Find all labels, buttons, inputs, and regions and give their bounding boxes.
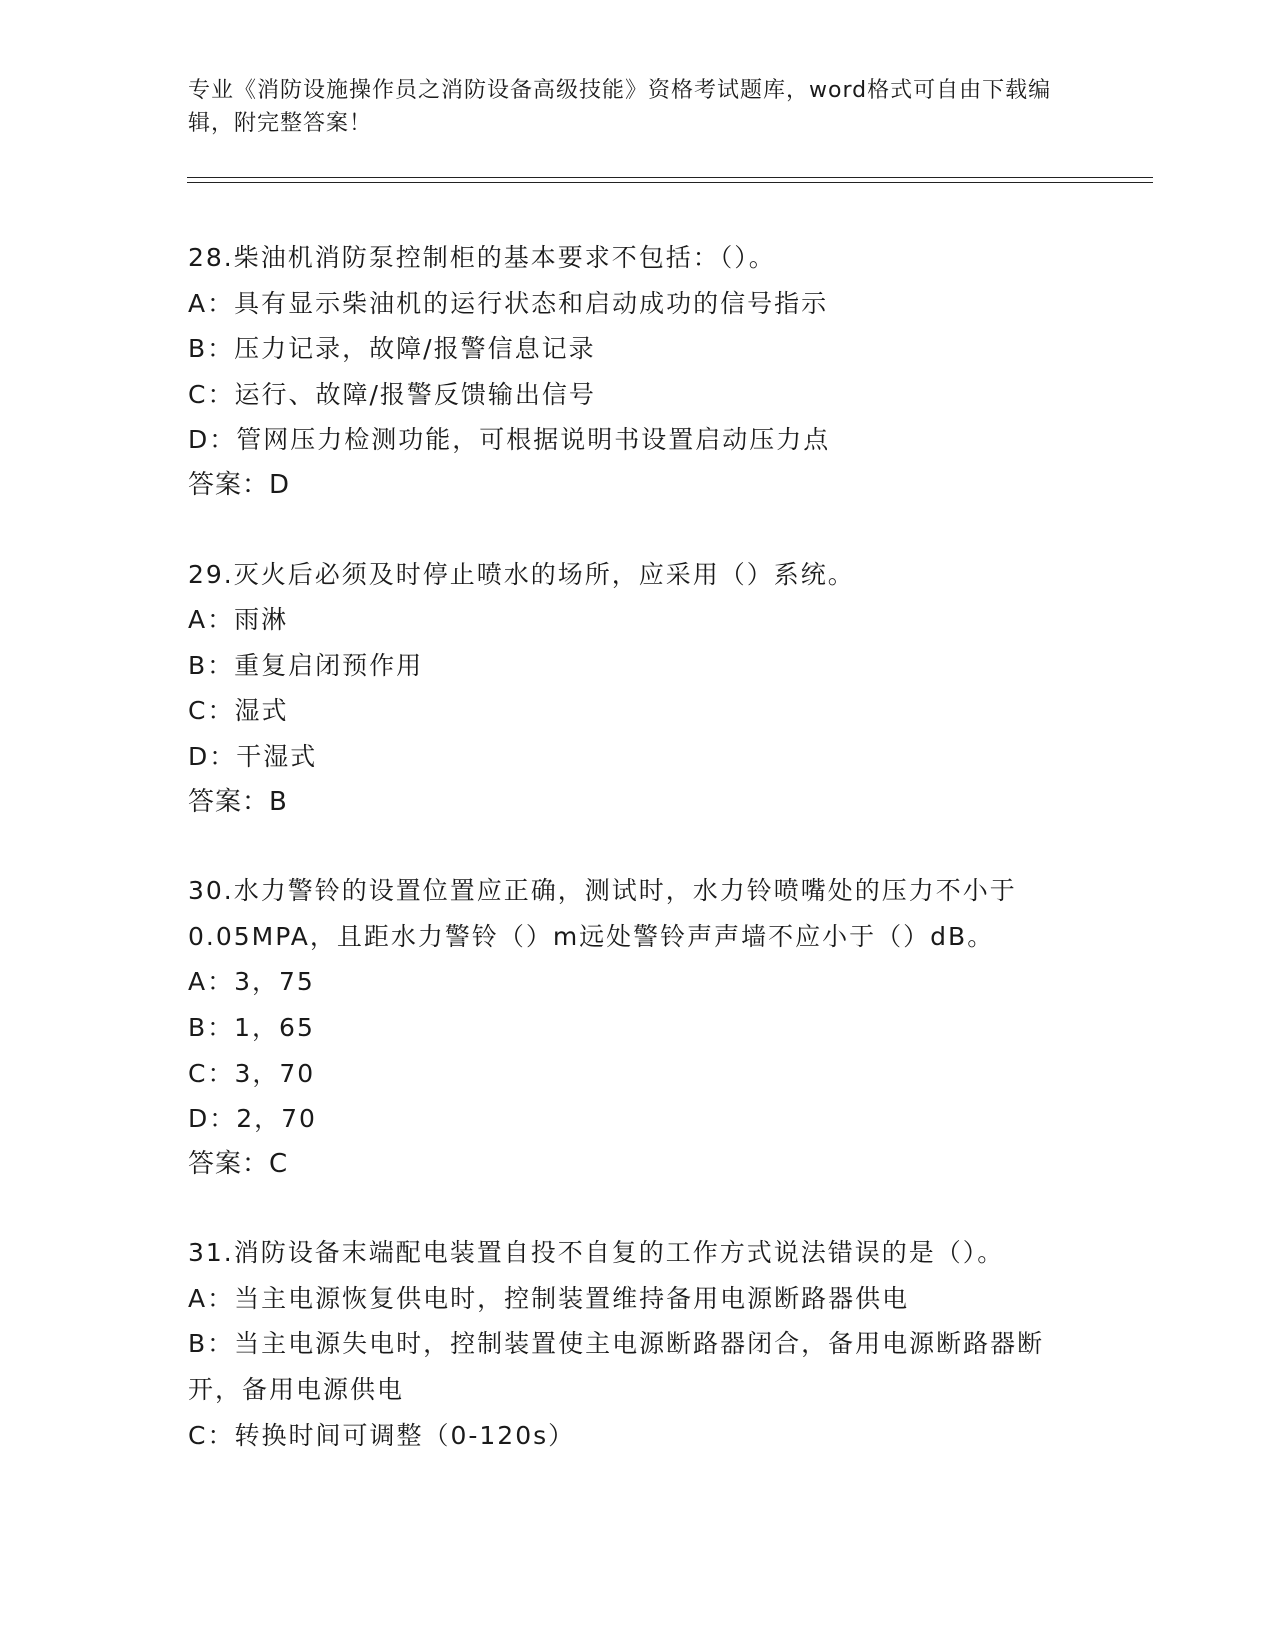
question-stem: 30.水力警铃的设置位置应正确，测试时，水力铃喷嘴处的压力不小于0.05MPA，且距水力警铃（）m远处警铃声声墙不应小于（）dB。 (188, 876, 1017, 951)
option-a: A：3，75 (188, 967, 315, 997)
option-c: C：转换时间可调整（0-120s） (188, 1420, 576, 1450)
option-b: B：压力记录，故障/报警信息记录 (188, 334, 596, 364)
question-28 (188, 235, 1088, 509)
header-divider-bottom (187, 182, 1153, 183)
question-29 (188, 552, 1088, 826)
answer-line: 答案：D (188, 469, 291, 500)
option-c: C：湿式 (188, 696, 289, 726)
option-d: D：管网压力检测功能，可根据说明书设置启动压力点 (188, 425, 831, 455)
option-c: C：3，70 (188, 1058, 316, 1088)
document-header: 专业《消防设施操作员之消防设备高级技能》资格考试题库，word格式可自由下载编辑，附完整答案！ (188, 78, 1052, 136)
header-divider-top (187, 177, 1153, 178)
option-d: D：2，70 (188, 1104, 317, 1134)
question-30 (188, 868, 1088, 1187)
question-stem: 31.消防设备末端配电装置自投不自复的工作方式说法错误的是（）。 (188, 1238, 1005, 1268)
option-b: B：重复启闭预作用 (188, 650, 424, 680)
option-a: A：雨淋 (188, 605, 289, 635)
option-b: B：1，65 (188, 1012, 315, 1042)
question-stem: 29.灭火后必须及时停止喷水的场所，应采用（）系统。 (188, 559, 855, 589)
question-31 (188, 1230, 1088, 1458)
answer-line: 答案：B (188, 786, 288, 817)
question-list (188, 235, 1088, 1501)
option-a: A：当主电源恢复供电时，控制装置维持备用电源断路器供电 (188, 1283, 910, 1313)
question-stem: 28.柴油机消防泵控制柜的基本要求不包括：（）。 (188, 243, 776, 272)
option-d: D：干湿式 (188, 741, 318, 771)
option-a: A：具有显示柴油机的运行状态和启动成功的信号指示 (188, 288, 829, 318)
option-b: B：当主电源失电时，控制装置使主电源断路器闭合，备用电源断路器断开，备用电源供电 (188, 1329, 1045, 1405)
option-c: C：运行、故障/报警反馈输出信号 (188, 379, 596, 409)
answer-line: 答案：C (188, 1148, 289, 1179)
